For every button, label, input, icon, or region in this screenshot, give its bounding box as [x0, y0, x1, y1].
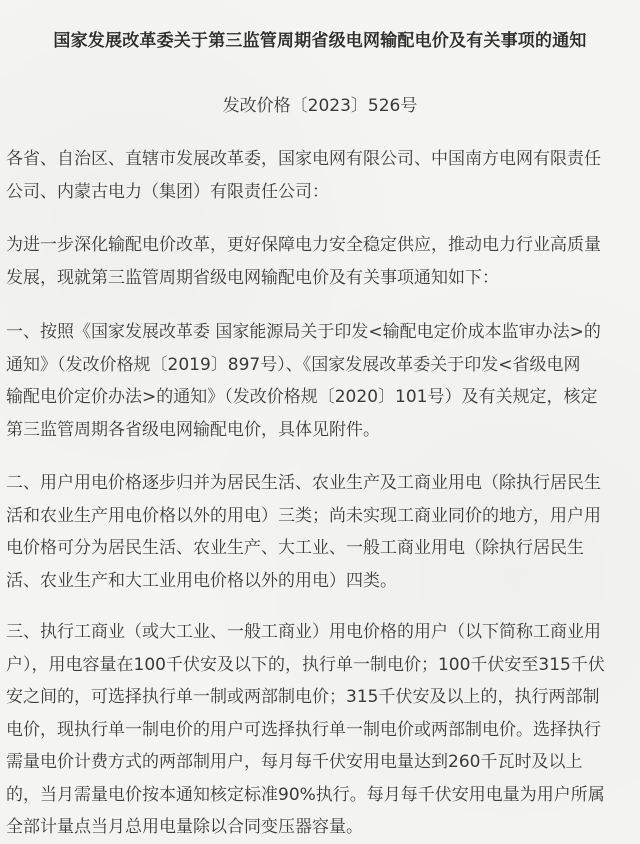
- paragraph-line: 三、执行工商业（或大工业、一般工商业）用电价格的用户（以下简称工商业用: [6, 622, 601, 642]
- paragraph-line: 各省、自治区、直辖市发展改革委，国家电网有限公司、中国南方电网有限责任: [6, 149, 601, 169]
- section-one-paragraph: [6, 316, 634, 446]
- paragraph-line: 一、按照《国家发展改革委 国家能源局关于印发<输配电定价成本监审办法>的: [6, 322, 601, 342]
- section-three-paragraph: [6, 616, 634, 844]
- paragraph-line: 需量电价计费方式的两部制用户，每月每千伏安用电量达到260千瓦时及以上: [6, 752, 583, 772]
- document-title: 国家发展改革委关于第三监管周期省级电网输配电价及有关事项的通知: [53, 31, 587, 51]
- paragraph-line: 公司、内蒙古电力（集团）有限责任公司：: [6, 181, 329, 202]
- paragraph-line: 为进一步深化输配电价改革，更好保障电力安全稳定供应，推动电力行业高质量: [6, 235, 601, 255]
- paragraph-line: 安之间的，可选择执行单一制或两部制电价；315千伏安及以上的，执行两部制: [6, 687, 600, 707]
- paragraph-line: 活、农业生产和大工业用电价格以外的用电）四类。: [6, 570, 397, 591]
- paragraph-line: 的，当月需量电价按本通知核定标准90%执行。每月每千伏安用电量为用户所属: [6, 784, 605, 805]
- paragraph-line: 第三监管周期各省级电网输配电价，具体见附件。: [6, 419, 380, 440]
- paragraph-line: 活和农业生产用电价格以外的用电）三类；尚未实现工商业同价的地方，用户用: [6, 505, 601, 526]
- paragraph-line: 二、用户用电价格逐步归并为居民生活、农业生产及工商业用电（除执行居民生: [6, 473, 601, 493]
- paragraph-line: 输配电价定价办法>的通知》（发改价格规〔2020〕101号）及有关规定，核定: [6, 387, 598, 407]
- paragraph-line: 发展，现就第三监管周期省级电网输配电价及有关事项通知如下：: [6, 267, 499, 288]
- paragraph-line: 电价格可分为居民生活、农业生产、大工业、一般工商业用电（除执行居民生: [6, 538, 584, 558]
- section-two-paragraph: [6, 467, 634, 597]
- paragraph-line: 通知》（发改价格规〔2019〕897号）、《国家发展改革委关于印发<省级电网: [6, 354, 581, 375]
- intro-paragraph: [6, 229, 634, 294]
- document-number: 发改价格〔2023〕526号: [222, 96, 418, 116]
- addressee-paragraph: [6, 143, 634, 208]
- paragraph-line: 全部计量点当月总用电量除以合同变压器容量。: [6, 817, 363, 837]
- paragraph-line: 户），用电容量在100千伏安及以下的，执行单一制电价；100千伏安至315千伏: [6, 654, 605, 675]
- paragraph-line: 电价，现执行单一制电价的用户可选择执行单一制电价或两部制电价。选择执行: [6, 719, 601, 740]
